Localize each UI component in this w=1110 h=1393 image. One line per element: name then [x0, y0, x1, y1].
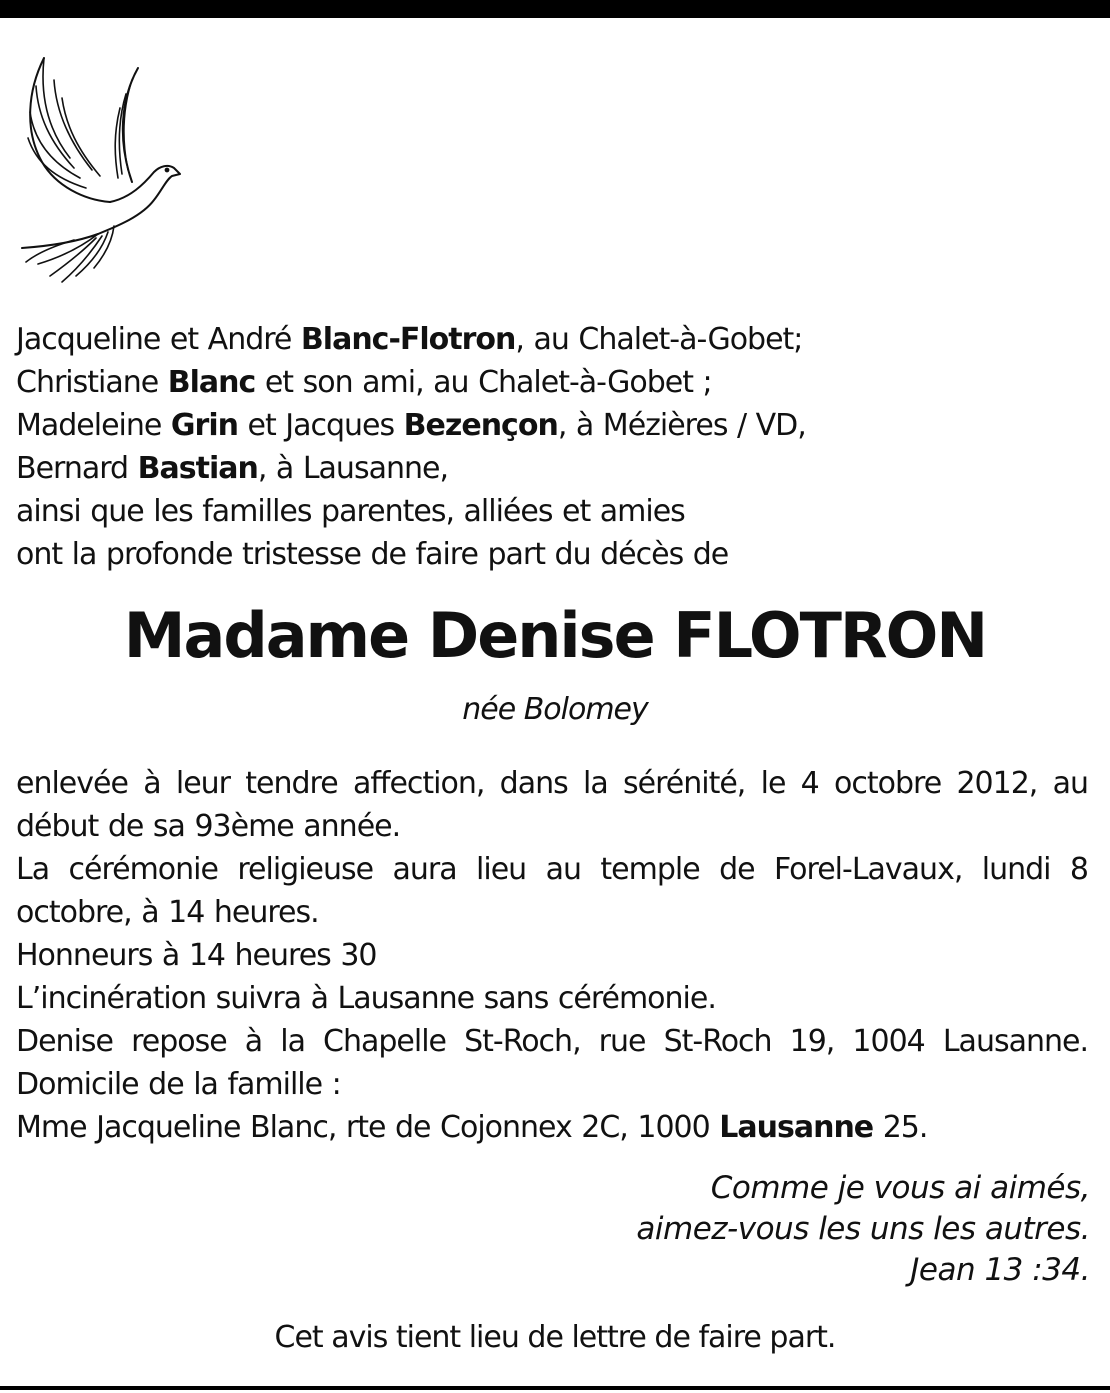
family-announcement	[16, 318, 1096, 576]
family-line-1: Jacqueline et André Blanc-Flotron, au Chalet-à-Gobet;	[16, 322, 803, 357]
surname-grin: Grin	[170, 408, 238, 443]
quote-reference: Jean 13 :34.	[910, 1252, 1090, 1288]
quote-line-1: Comme je vous ai aimés,	[710, 1170, 1090, 1206]
family-line-2: Christiane Blanc et son ami, au Chalet-à-Gobet ;	[16, 365, 712, 400]
ceremony-paragraph: La cérémonie religieuse aura lieu au temple de Forel-Lavaux, lundi 8 octobre, à 14 heures.	[16, 852, 1088, 930]
maiden-name: née Bolomey	[462, 692, 648, 727]
dove-icon	[14, 50, 184, 290]
bible-quote	[390, 1168, 1090, 1291]
quote-line-2: aimez-vous les uns les autres.	[636, 1211, 1090, 1247]
closing-note: Cet avis tient lieu de lettre de faire part.	[274, 1320, 836, 1355]
cremation-line: L’incinération suivra à Lausanne sans cérémonie.	[16, 981, 716, 1016]
family-line-6: ont la profonde tristesse de faire part du décès de	[16, 537, 729, 572]
family-line-4: Bernard Bastian, à Lausanne,	[16, 451, 448, 486]
surname-blanc: Blanc	[167, 365, 256, 400]
top-border-rule	[0, 0, 1110, 18]
domicile-label: Domicile de la famille :	[16, 1067, 341, 1102]
family-address: Mme Jacqueline Blanc, rte de Cojonnex 2C, 1000 Lausanne 25.	[16, 1110, 928, 1145]
funeral-details	[16, 762, 1088, 1149]
surname-bezencon: Bezençon	[403, 408, 558, 443]
honours-line: Honneurs à 14 heures 30	[16, 938, 377, 973]
deceased-name: Madame Denise FLOTRON	[123, 599, 987, 672]
resting-place-line: Denise repose à la Chapelle St-Roch, rue St-Roch 19, 1004 Lausanne.	[16, 1024, 1088, 1059]
surname-bastian: Bastian	[137, 451, 258, 486]
passing-paragraph: enlevée à leur tendre affection, dans la sérénité, le 4 octobre 2012, au début de sa 93ème année.	[16, 766, 1088, 844]
bottom-border-rule	[0, 1386, 1110, 1390]
family-line-3: Madeleine Grin et Jacques Bezençon, à Mézières / VD,	[16, 408, 806, 443]
address-city: Lausanne	[719, 1110, 874, 1145]
family-line-5: ainsi que les familles parentes, alliées et amies	[16, 494, 685, 529]
surname-blanc-flotron: Blanc-Flotron	[300, 322, 516, 357]
